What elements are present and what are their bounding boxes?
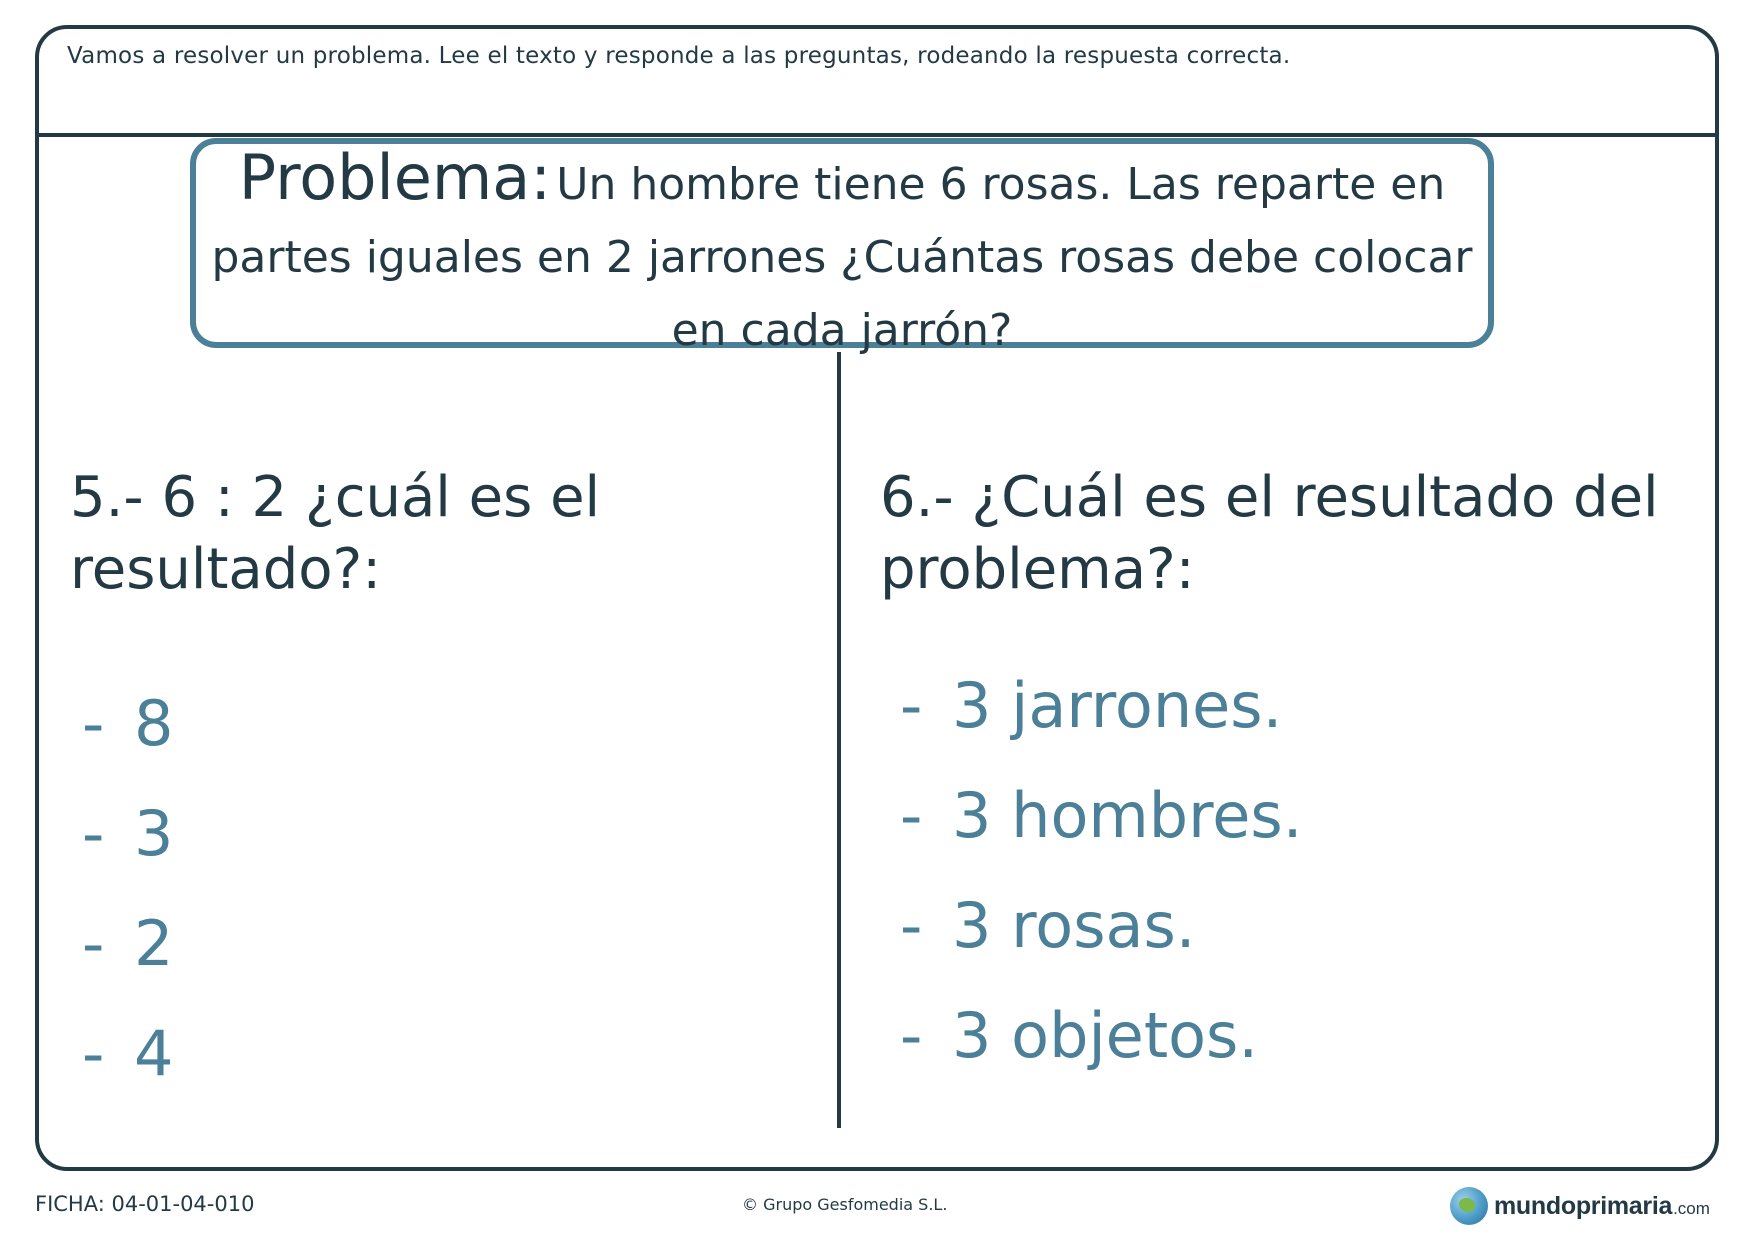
option-label: 2 <box>134 907 174 980</box>
option-dash: - <box>82 1017 105 1090</box>
question-5-options <box>82 669 173 1109</box>
brand-name: mundoprimaria <box>1494 1191 1673 1220</box>
answer-option[interactable] <box>900 981 1302 1091</box>
header-divider <box>39 133 1715 137</box>
globe-icon <box>1450 1187 1488 1225</box>
problem-lead: Problema: <box>238 141 552 214</box>
problem-text: Un hombre tiene 6 rosas. Las reparte en partes iguales en 2 jarrones ¿Cuántas rosas debe colocar en cada jarrón? <box>211 159 1473 356</box>
column-divider <box>837 352 841 1128</box>
option-dash: - <box>900 999 923 1072</box>
question-6-prompt: 6.- ¿Cuál es el resultado del problema?: <box>880 465 1659 602</box>
question-5-prompt: 5.- 6 : 2 ¿cuál es el resultado?: <box>70 465 601 602</box>
answer-option[interactable] <box>82 999 173 1109</box>
problem-box <box>190 138 1494 356</box>
option-dash: - <box>900 889 923 962</box>
option-dash: - <box>900 669 923 742</box>
answer-option[interactable] <box>900 761 1302 871</box>
answer-option[interactable] <box>82 779 173 889</box>
brand-logo[interactable] <box>1450 1186 1710 1226</box>
option-label: 3 jarrones. <box>952 669 1283 742</box>
option-dash: - <box>82 907 105 980</box>
option-label: 3 rosas. <box>952 889 1196 962</box>
answer-option[interactable] <box>900 651 1302 761</box>
option-dash: - <box>900 779 923 852</box>
option-label: 8 <box>134 687 174 760</box>
question-6-options <box>900 651 1302 1091</box>
option-label: 4 <box>134 1017 174 1090</box>
copyright-notice: © Grupo Gesfomedia S.L. <box>742 1195 948 1214</box>
option-dash: - <box>82 797 105 870</box>
option-label: 3 hombres. <box>952 779 1303 852</box>
instructions-text: Vamos a resolver un problema. Lee el texto y responde a las preguntas, rodeando la respuesta correcta. <box>67 43 1291 69</box>
option-label: 3 objetos. <box>952 999 1259 1072</box>
option-dash: - <box>82 687 105 760</box>
brand-tld: .com <box>1673 1199 1710 1218</box>
answer-option[interactable] <box>82 669 173 779</box>
worksheet-code: FICHA: 04-01-04-010 <box>35 1192 255 1216</box>
option-label: 3 <box>134 797 174 870</box>
answer-option[interactable] <box>82 889 173 999</box>
answer-option[interactable] <box>900 871 1302 981</box>
